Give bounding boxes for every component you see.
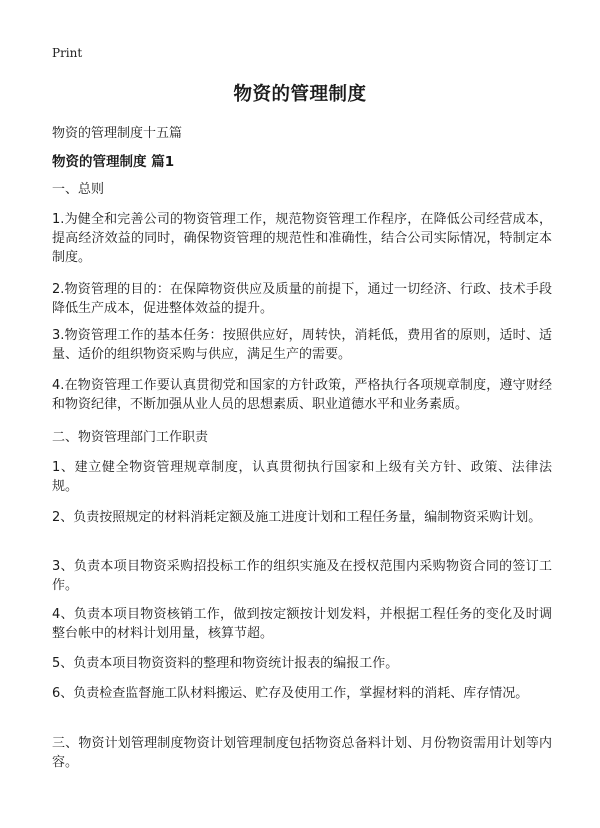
paragraph-1: 1.为健全和完善公司的物资管理工作，规范物资管理工作程序，在降低公司经营成本，提高经济效益的同时，确保物资管理的规范性和准确性，结合公司实际情况，特制定本制度。 <box>52 212 552 265</box>
document-subtitle: 物资的管理制度十五篇 <box>52 126 183 141</box>
print-label: Print <box>52 46 83 60</box>
paragraph-duty-5: 5、负责本项目物资资料的整理和物资统计报表的编报工作。 <box>52 656 399 671</box>
paragraph-duty-1: 1、建立健全物资管理规章制度，认真贯彻执行国家和上级有关方针、政策、法律法规。 <box>52 460 552 494</box>
paragraph-duty-4: 4、负责本项目物资核销工作，做到按定额按计划发料，并根据工程任务的变化及时调整台帐中的材料计划用量，核算节超。 <box>52 607 552 641</box>
section-heading: 物资的管理制度 篇1 <box>52 154 175 170</box>
paragraph-plan-heading: 三、物资计划管理制度物资计划管理制度包括物资总备料计划、月份物资需用计划等内容。 <box>52 736 552 770</box>
paragraph-duties-heading: 二、物资管理部门工作职责 <box>52 430 209 445</box>
paragraph-duty-2: 2、负责按照规定的材料消耗定额及施工进度计划和工程任务量，编制物资采购计划。 <box>52 510 542 525</box>
paragraph-duty-6: 6、负责检查监督施工队材料搬运、贮存及使用工作，掌握材料的消耗、库存情况。 <box>52 686 529 701</box>
paragraph-4: 4.在物资管理工作要认真贯彻党和国家的方针政策，严格执行各项规章制度，遵守财经和物资纪律，不断加强从业人员的思想素质、职业道德水平和业务素质。 <box>52 378 552 412</box>
paragraph-2: 2.物资管理的目的：在保障物资供应及质量的前提下，通过一切经济、行政、技术手段降低生产成本，促进整体效益的提升。 <box>52 282 552 316</box>
document-title: 物资的管理制度 <box>233 84 367 105</box>
paragraph-3: 3.物资管理工作的基本任务：按照供应好，周转快，消耗低，费用省的原则，适时、适量、适价的组织物资采购与供应，满足生产的需要。 <box>52 328 552 362</box>
paragraph-duty-3: 3、负责本项目物资采购招投标工作的组织实施及在授权范围内采购物资合同的签订工作。 <box>52 559 552 593</box>
paragraph-general-heading: 一、总则 <box>52 182 105 197</box>
